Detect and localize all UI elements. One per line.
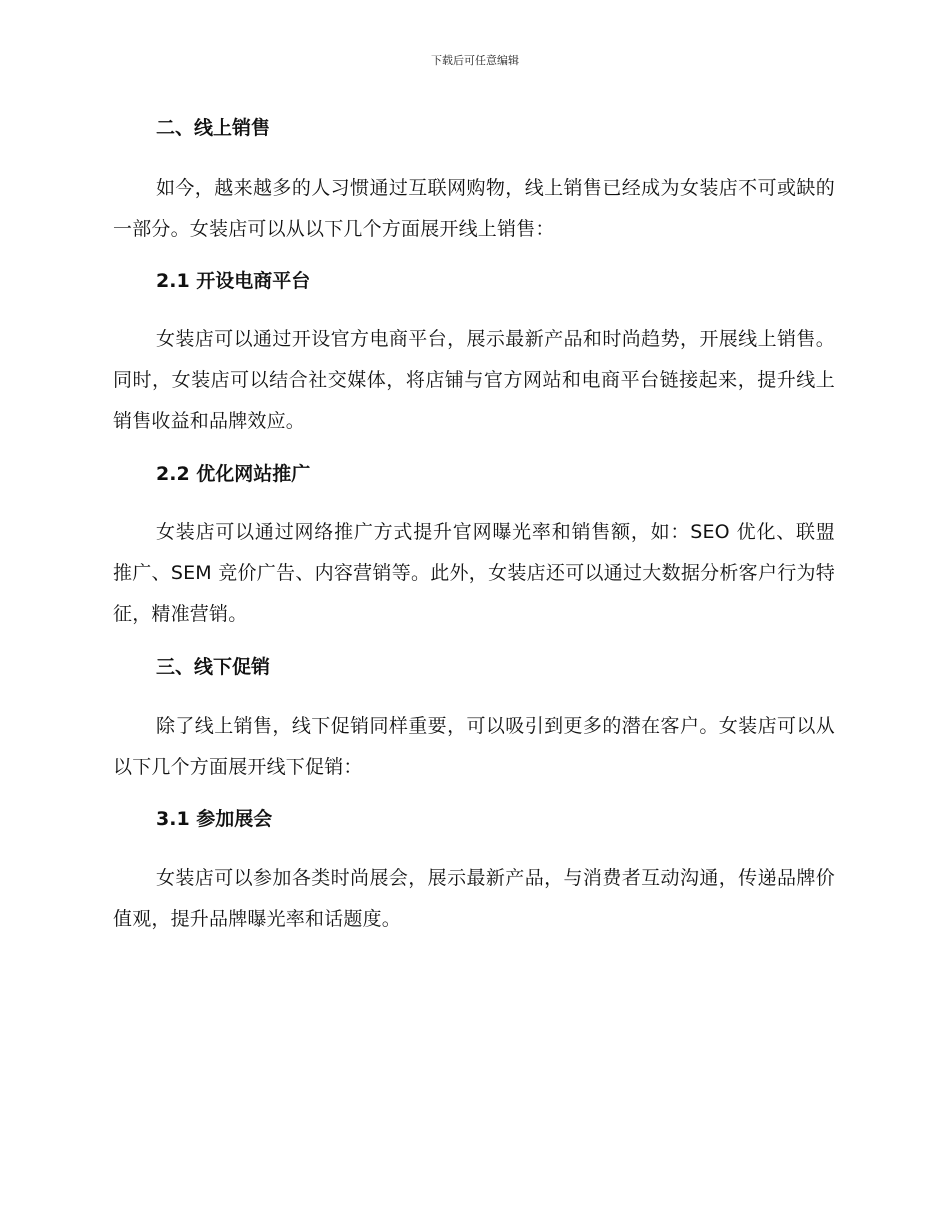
- section-heading-offline-promotion: 三、线下促销: [156, 656, 271, 678]
- paragraph-online-sales: 如今，越来越多的人习惯通过互联网购物，线上销售已经成为女装店不可或缺的一部分。女装店可以从以下几个方面展开线上销售：: [113, 177, 835, 240]
- paragraph-exhibitions: 女装店可以参加各类时尚展会，展示最新产品，与消费者互动沟通，传递品牌价值观，提升品牌曝光率和话题度。: [113, 867, 835, 930]
- subsection-heading-website-promotion: 2.2 优化网站推广: [156, 463, 311, 485]
- document-body: [113, 111, 835, 940]
- page-header: 下载后可任意编辑: [431, 54, 519, 67]
- section-heading-online-sales: 二、线上销售: [156, 117, 271, 139]
- paragraph-offline-promotion: 除了线上销售，线下促销同样重要，可以吸引到更多的潜在客户。女装店可以从以下几个方面展开线下促销：: [113, 715, 835, 778]
- subsection-heading-exhibitions: 3.1 参加展会: [156, 808, 273, 830]
- paragraph-ecommerce-platform: 女装店可以通过开设官方电商平台，展示最新产品和时尚趋势，开展线上销售。同时，女装店可以结合社交媒体，将店铺与官方网站和电商平台链接起来，提升线上销售收益和品牌效应。: [113, 328, 835, 432]
- paragraph-website-promotion: 女装店可以通过网络推广方式提升官网曝光率和销售额，如：SEO 优化、联盟推广、SEM 竞价广告、内容营销等。此外，女装店还可以通过大数据分析客户行为特征，精准营销。: [113, 521, 835, 625]
- subsection-heading-ecommerce-platform: 2.1 开设电商平台: [156, 270, 311, 292]
